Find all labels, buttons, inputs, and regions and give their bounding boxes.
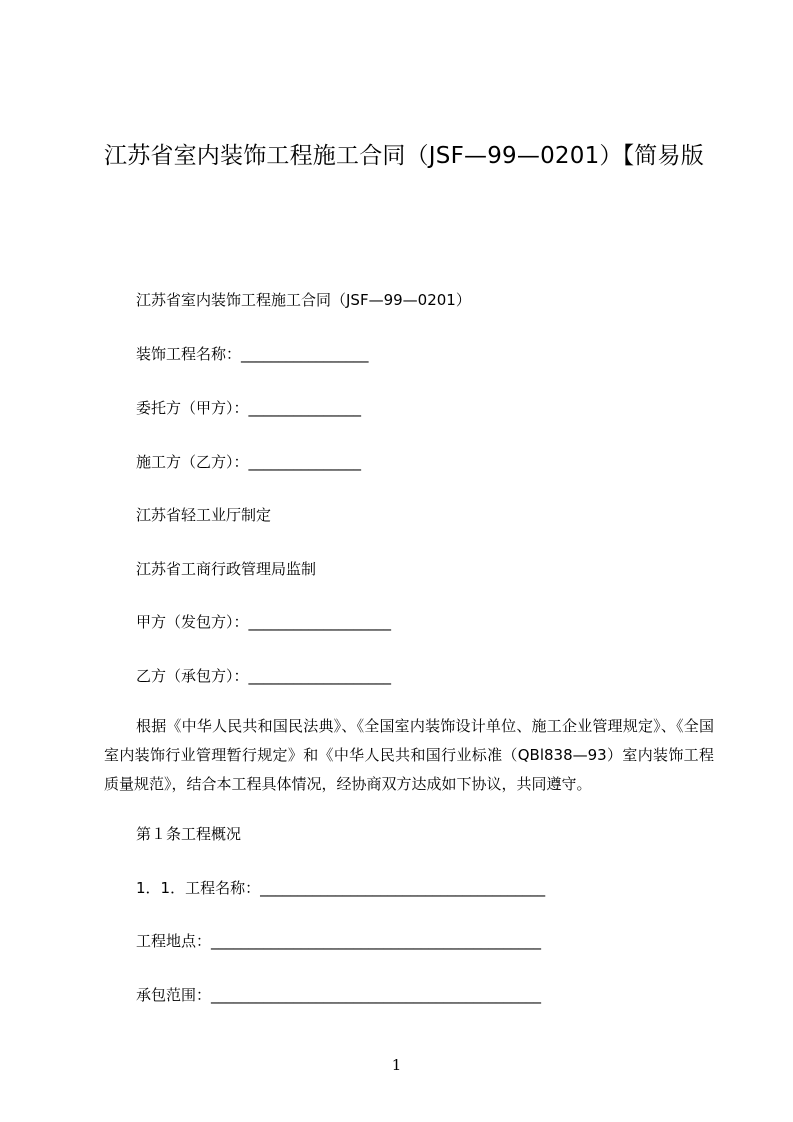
issuer-supervisor: 江苏省工商行政管理局监制 [136, 560, 317, 578]
preamble-paragraph: 根据《中华人民共和国民法典》、《全国室内装饰设计单位、施工企业管理规定》、《全国室内装饰行业管理暂行规定》和《中华人民共和国行业标准（QBl838—93）室内装饰工程质量规范》，结合本工程具体情况，经协商双方达成如下协议，共同遵守。 [104, 717, 714, 793]
issuer-maker: 江苏省轻工业厅制定 [136, 506, 272, 524]
document-title: 江苏省室内装饰工程施工合同（JSF—99—0201）【简易版 [104, 143, 704, 169]
project-name-field: 装饰工程名称：_________________ [136, 345, 369, 363]
article-1-heading: 第１条工程概况 [136, 825, 242, 843]
party-b-field: 乙方（承包方）：___________________ [136, 667, 392, 685]
party-a-field: 甲方（发包方）：___________________ [136, 613, 392, 631]
client-field: 委托方（甲方）：_______________ [136, 399, 362, 417]
page-number: 1 [391, 1056, 402, 1074]
contractor-field: 施工方（乙方）：_______________ [136, 453, 362, 471]
article-1-project-location: 工程地点：____________________________________________ [136, 932, 542, 950]
article-1-contract-scope: 承包范围：____________________________________________ [136, 986, 542, 1004]
article-1-project-name: 1．1．工程名称：______________________________________ [136, 879, 546, 897]
contract-subtitle: 江苏省室内装饰工程施工合同（JSF—99—0201） [136, 291, 471, 309]
